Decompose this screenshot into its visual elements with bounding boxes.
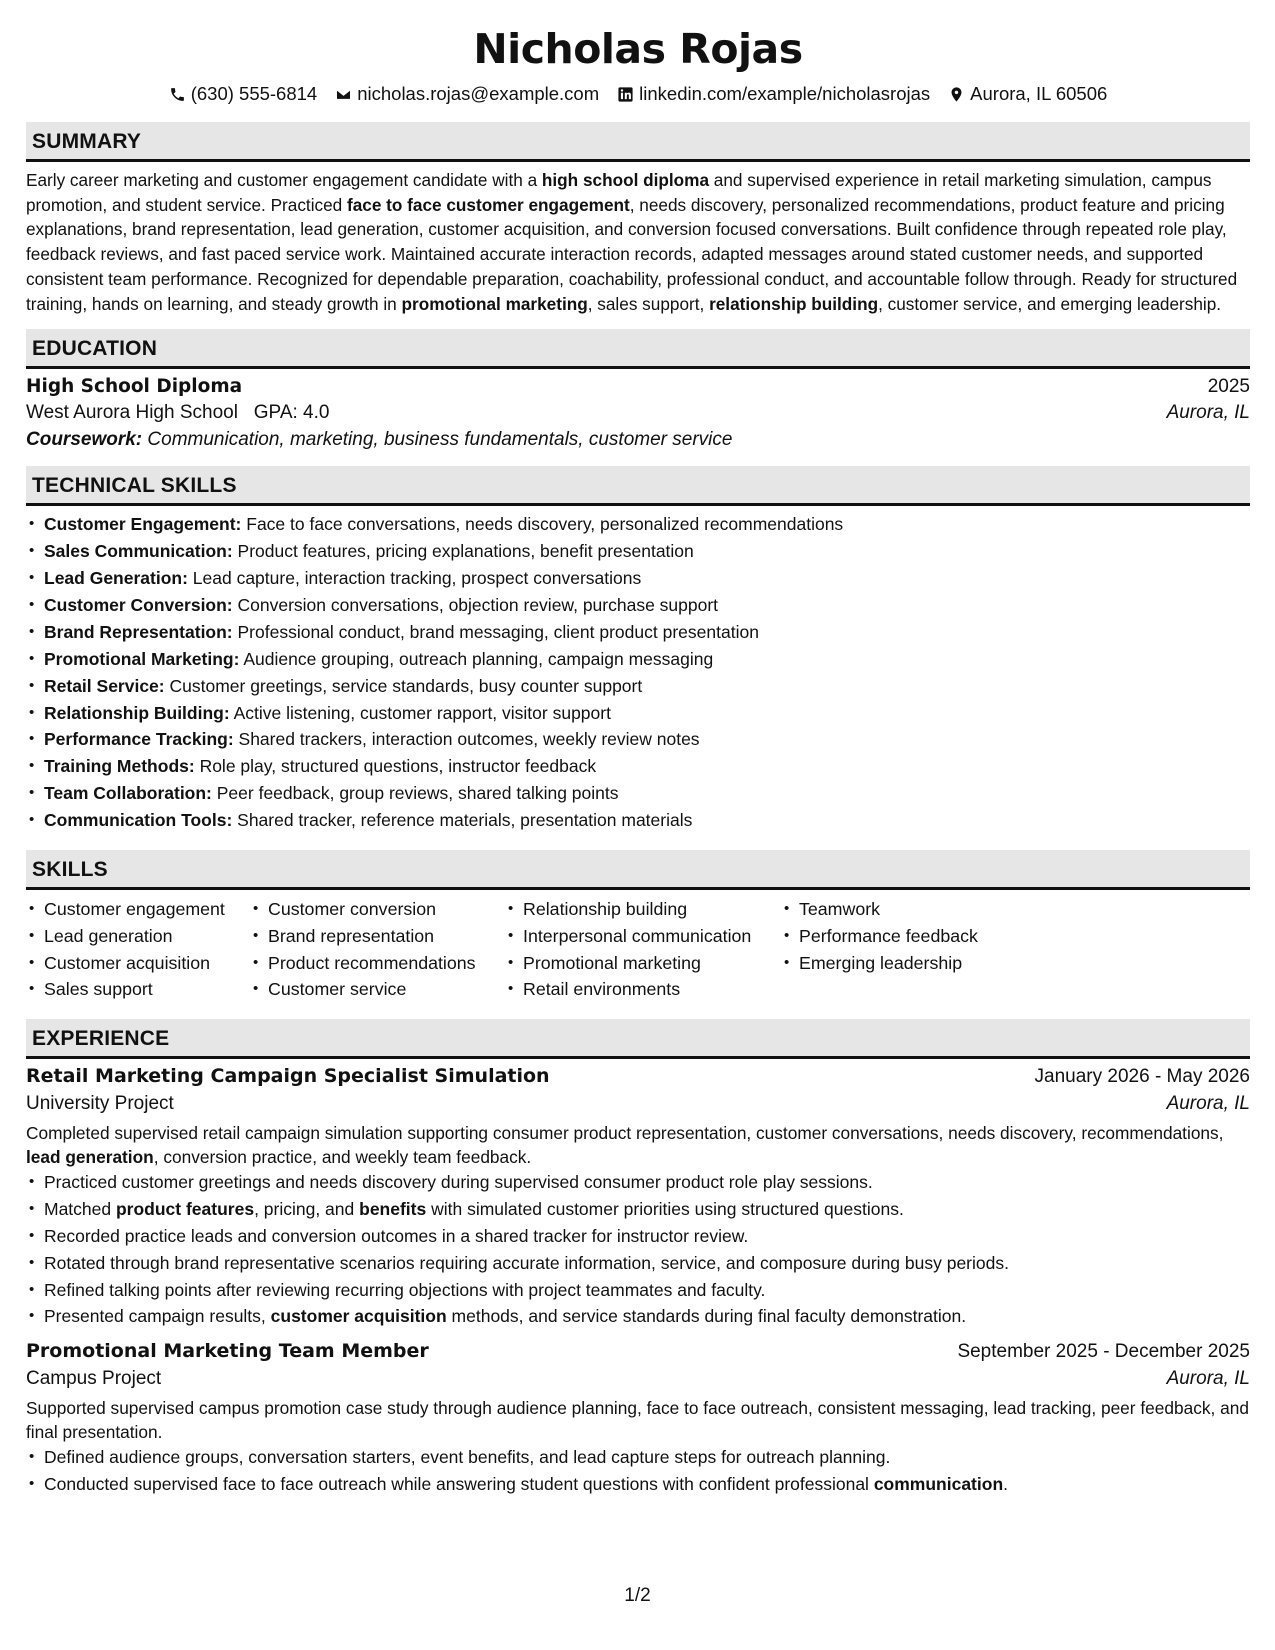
job-header-row [26,1065,1250,1088]
linkedin-text: linkedin.com/example/nicholasrojas [639,83,931,104]
job-org-row [26,1093,1250,1115]
technical-skill-item: • Communication Tools: Shared tracker, reference materials, presentation materials [26,807,1250,834]
job-location: Aurora, IL [1166,1368,1250,1390]
job-bullet: • Matched product features, pricing, and benefits with simulated customer priorities using structured questions. [26,1196,1250,1223]
map-pin-icon [948,86,965,103]
technical-skill-item: • Lead Generation: Lead capture, interaction tracking, prospect conversations [26,565,1250,592]
technical-skill-item: • Team Collaboration: Peer feedback, group reviews, shared talking points [26,780,1250,807]
job-bullets [26,1444,1250,1498]
page-number: 1/2 [624,1585,651,1606]
job-org-row [26,1368,1250,1390]
skill-item: • Brand representation [250,923,505,950]
skills-grid [26,896,1250,1003]
linkedin-icon [617,86,634,103]
skill-item: • Emerging leadership [781,950,1001,977]
technical-skill-item: • Customer Engagement: Face to face conversations, needs discovery, personalized recommendations [26,511,1250,538]
graduation-year: 2025 [1207,376,1250,398]
skills-column-3 [505,896,781,1003]
job-entry [26,1065,1250,1330]
skills-column-4 [781,896,1001,1003]
job-description: Completed supervised retail campaign simulation supporting consumer product representation, customer conversations, needs discovery, recommendations, lead generation, conversion practice, and weekly team feedback. [26,1122,1224,1167]
skill-item: • Customer conversion [250,896,505,923]
skill-item: • Promotional marketing [505,950,781,977]
resume-page [26,0,1250,1498]
skills-heading: SKILLS [26,850,1250,890]
degree: High School Diploma [26,376,243,398]
skill-item: • Retail environments [505,976,781,1003]
contact-phone[interactable] [169,83,318,105]
email-text: nicholas.rojas@example.com [357,83,600,104]
job-dates: January 2026 - May 2026 [1034,1065,1250,1087]
technical-skill-item: • Promotional Marketing: Audience grouping, outreach planning, campaign messaging [26,646,1250,673]
contact-linkedin[interactable] [617,83,930,105]
education-heading: EDUCATION [26,329,1250,369]
technical-skill-item: • Customer Conversion: Conversion conversations, objection review, purchase support [26,592,1250,619]
skill-item: • Customer engagement [26,896,250,923]
skill-item: • Interpersonal communication [505,923,781,950]
education-school-row [26,402,1250,424]
job-entry [26,1340,1250,1498]
job-dates: September 2025 - December 2025 [957,1341,1250,1363]
education-header-row [26,376,1250,398]
technical-skill-item: • Brand Representation: Professional conduct, brand messaging, client product presentation [26,619,1250,646]
coursework: Coursework: Communication, marketing, business fundamentals, customer service [26,429,733,451]
contact-email[interactable] [335,83,599,105]
phone-text: (630) 555-6814 [190,83,318,104]
job-organization: Campus Project [26,1368,162,1390]
job-bullet: • Recorded practice leads and conversion outcomes in a shared tracker for instructor review. [26,1223,1250,1250]
experience-heading: EXPERIENCE [26,1019,1250,1059]
skill-item: • Customer acquisition [26,950,250,977]
phone-icon [169,86,186,103]
job-bullet: • Presented campaign results, customer acquisition methods, and service standards during final faculty demonstration. [26,1303,1250,1330]
job-bullet: • Refined talking points after reviewing recurring objections with project teammates and faculty. [26,1277,1250,1304]
school-location: Aurora, IL [1166,402,1250,424]
candidate-name: Nicholas Rojas [473,25,803,73]
job-bullet: • Defined audience groups, conversation starters, event benefits, and lead capture steps for outreach planning. [26,1444,1250,1471]
technical-skill-item: • Training Methods: Role play, structured questions, instructor feedback [26,753,1250,780]
job-bullet: • Rotated through brand representative scenarios requiring accurate information, service, and composure during busy periods. [26,1250,1250,1277]
job-bullet: • Practiced customer greetings and needs discovery during supervised consumer product role play sessions. [26,1169,1250,1196]
job-organization: University Project [26,1092,174,1114]
skills-column-1 [26,896,250,1003]
skill-item: • Performance feedback [781,923,1001,950]
technical-skill-item: • Retail Service: Customer greetings, service standards, busy counter support [26,673,1250,700]
contact-bar [26,80,1250,108]
job-title: Promotional Marketing Team Member [26,1340,429,1363]
skill-item: • Customer service [250,976,505,1003]
technical-skills-list [26,511,1250,834]
summary-paragraph: Early career marketing and customer engagement candidate with a high school diploma and supervised experience in retail marketing simulation, campus promotion, and student service. Practiced face to face customer engagement, needs discovery, personalized recommendations, product feature and pricing explanations, brand representation, lead generation, customer acquisition, and conversion focused conversations. Built confidence through repeated role play, feedback reviews, and fast paced service work. Maintained accurate interaction records, adapted messages around stated customer needs, and supported consistent team performance. Recognized for dependable preparation, coachability, professional conduct, and accountable follow through. Ready for structured training, hands on learning, and steady growth in promotional marketing, sales support, relationship building, customer service, and emerging leadership. [26,170,1238,314]
job-bullet: • Conducted supervised face to face outreach while answering student questions with confident professional communication. [26,1471,1250,1498]
job-title: Retail Marketing Campaign Specialist Simulation [26,1064,550,1087]
job-header-row [26,1340,1250,1363]
skill-item: • Relationship building [505,896,781,923]
gpa: GPA: 4.0 [253,402,330,424]
school: West Aurora High School GPA: 4.0 [26,402,330,424]
contact-location [948,83,1107,105]
technical-skill-item: • Sales Communication: Product features, pricing explanations, benefit presentation [26,538,1250,565]
job-location: Aurora, IL [1166,1092,1250,1114]
skill-item: • Lead generation [26,923,250,950]
technical-skill-item: • Performance Tracking: Shared trackers, interaction outcomes, weekly review notes [26,726,1250,753]
technical-skills-heading: TECHNICAL SKILLS [26,466,1250,506]
skill-item: • Teamwork [781,896,1001,923]
summary-heading: SUMMARY [26,122,1250,162]
skills-column-2 [250,896,505,1003]
job-description: Supported supervised campus promotion case study through audience planning, face to face outreach, consistent messaging, lead tracking, peer feedback, and final presentation. [26,1398,1249,1443]
skill-item: • Sales support [26,976,250,1003]
location-text: Aurora, IL 60506 [970,83,1108,104]
job-bullets [26,1169,1250,1330]
technical-skill-item: • Relationship Building: Active listening, customer rapport, visitor support [26,700,1250,727]
envelope-icon [335,86,352,103]
skill-item: • Product recommendations [250,950,505,977]
